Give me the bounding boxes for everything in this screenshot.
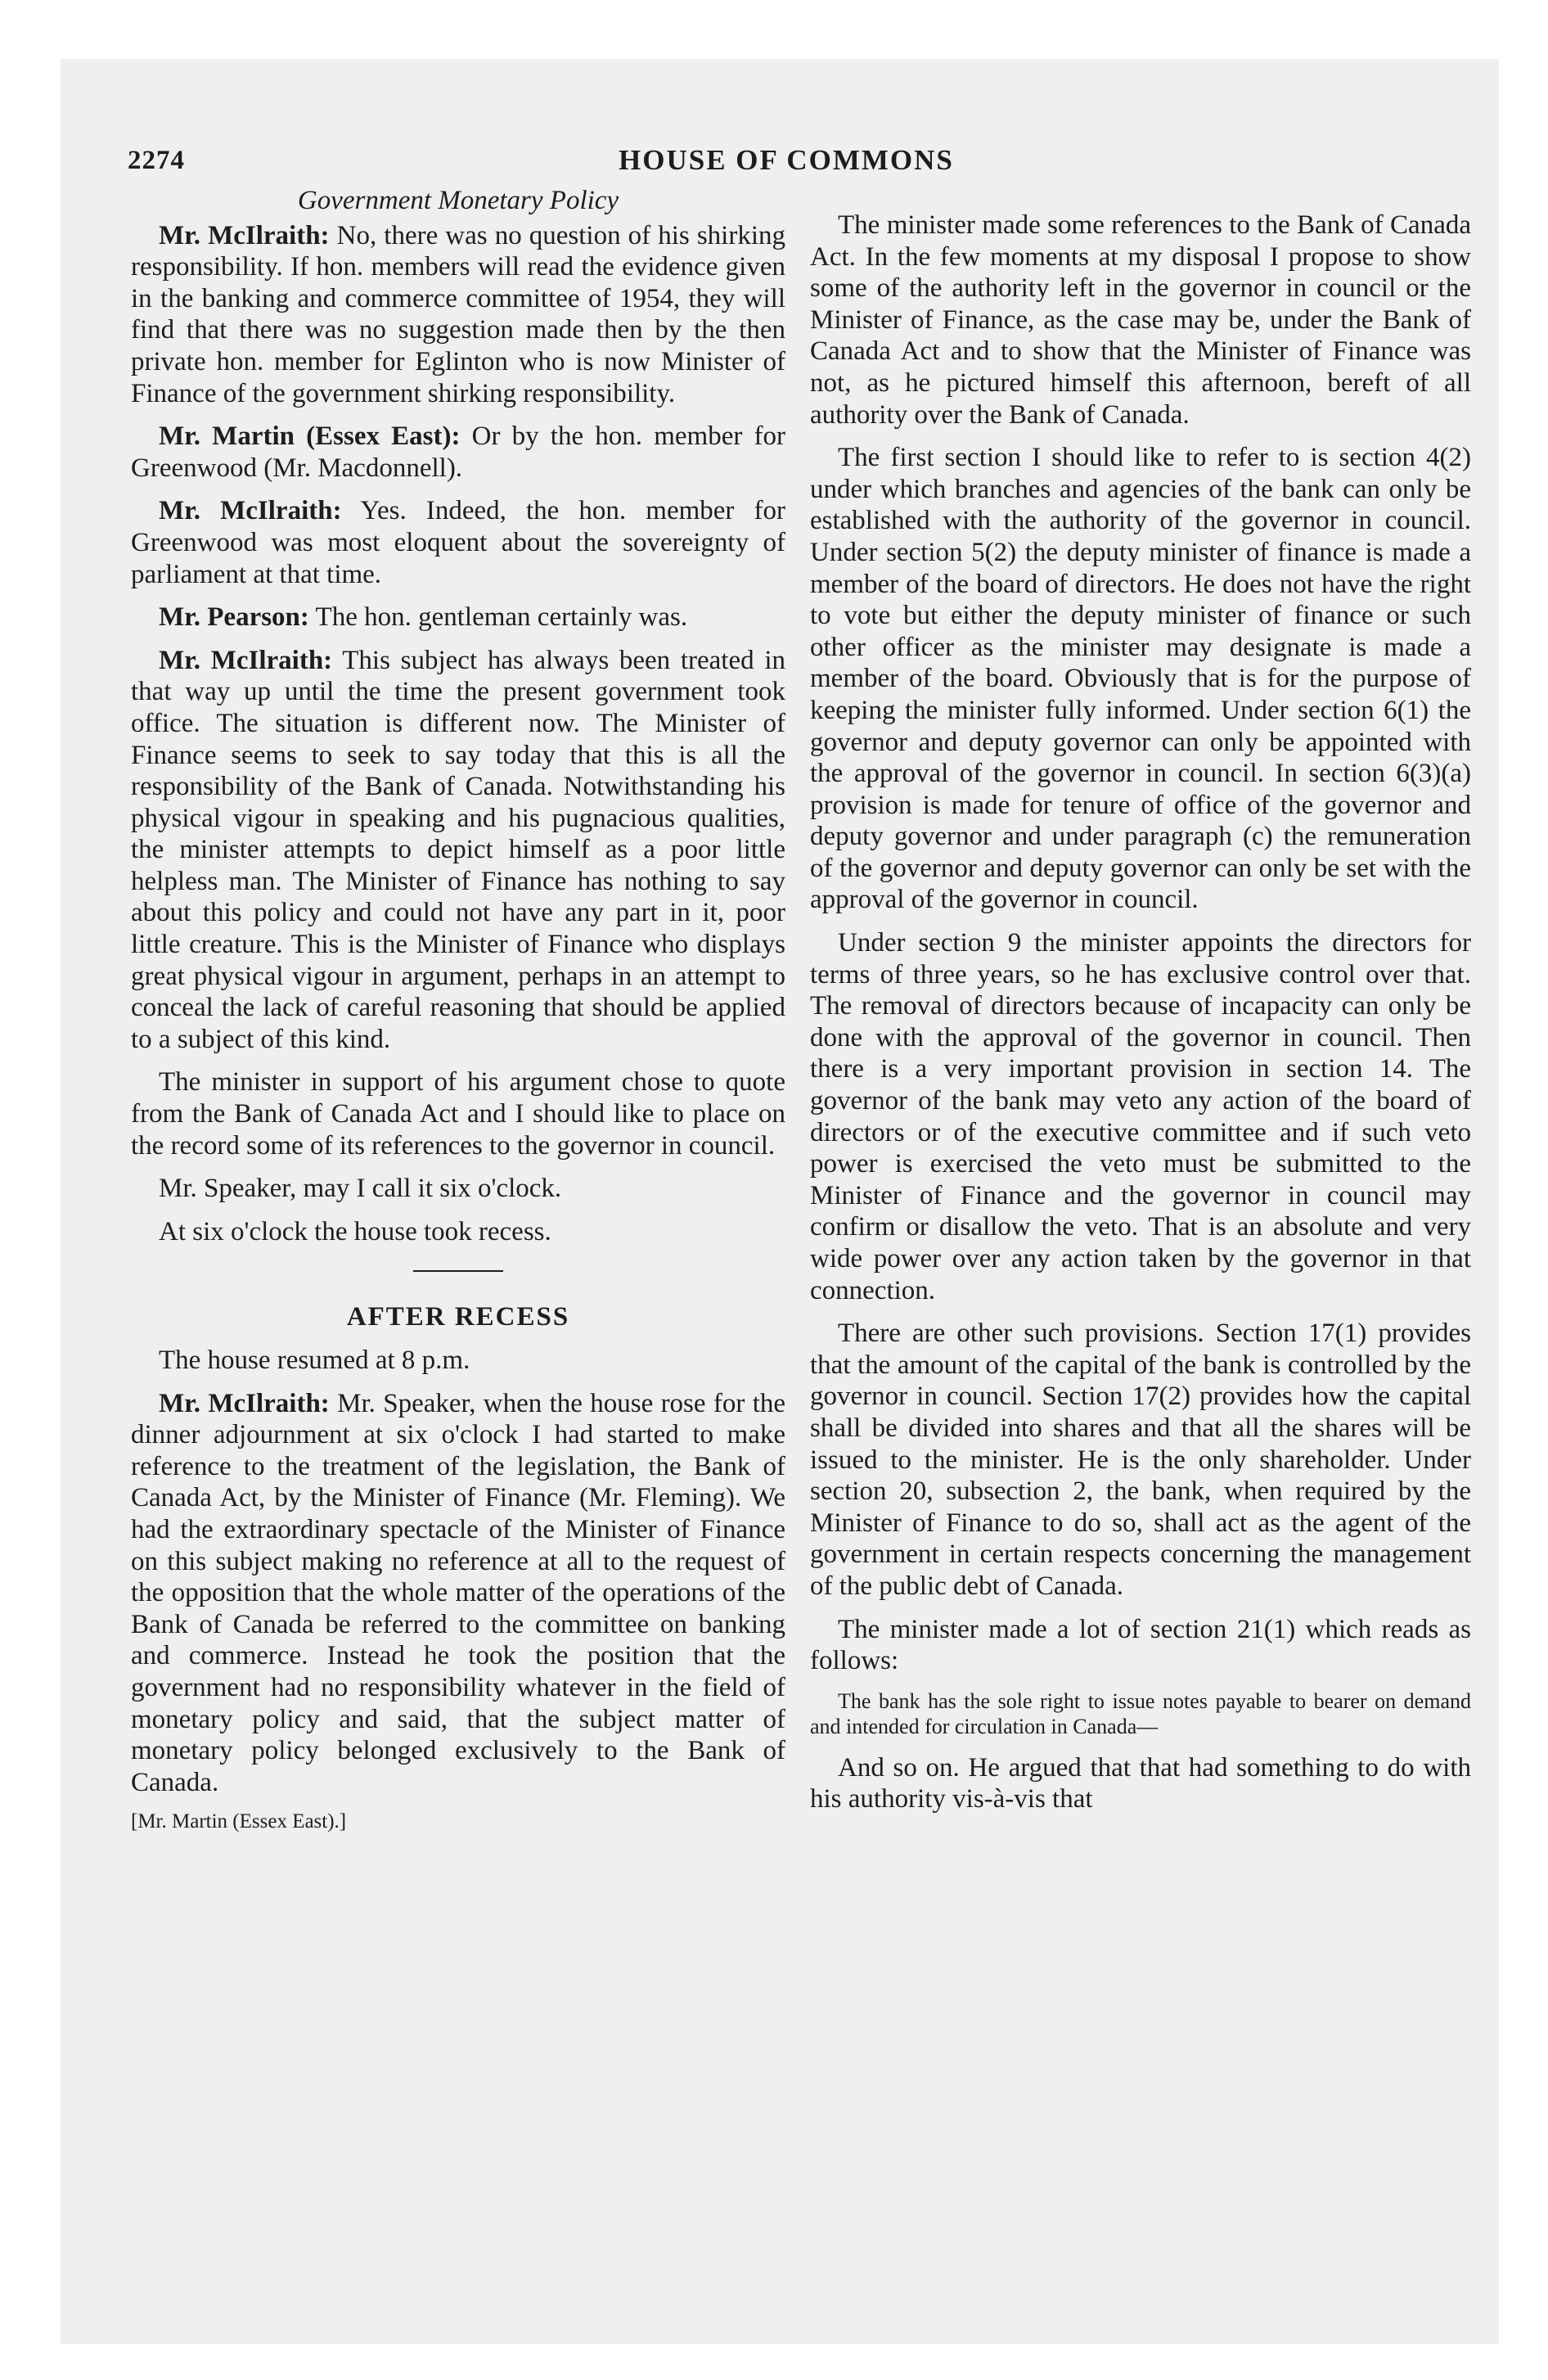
speaker-name: Mr. Martin (Essex East):: [159, 421, 461, 452]
paragraph: [131, 602, 785, 633]
paragraph: [131, 495, 785, 590]
proceedings-text: At six o'clock the house took recess.: [159, 1216, 551, 1246]
speech-text: The minister in support of his argument chose to quote from the Bank of Canada Act and I should like to place on the record some of its references to the governor in council.: [131, 1067, 785, 1161]
speech-text: Or by the hon. member for Greenwood (Mr. Macdonnell).: [131, 421, 785, 483]
paragraph: [131, 645, 785, 1056]
speech-text: This subject has always been treated in that way up until the time the present government took office. The situation is different now. The Minister of Finance seems to seek to say today that this is all the responsibility of the Bank of Canada. Notwithstanding his physical vigour in speaking and his pugnacious qualities, the minister attempts to depict himself as a poor little helpless man. The Minister of Finance has nothing to say about this policy and could not have any part in it, poor little creature. This is the Minister of Finance who displays great physical vigour in argument, perhaps in an attempt to conceal the lack of careful reasoning that should be applied to a subject of this kind.: [131, 645, 785, 1054]
left-column: [131, 185, 785, 1834]
speaker-name: Mr. McIlraith:: [159, 220, 330, 250]
speaker-name: Mr. Pearson:: [159, 602, 309, 633]
page-number: 2274: [128, 146, 185, 175]
recess-heading: AFTER RECESS: [346, 1302, 570, 1332]
paragraph: [131, 1216, 785, 1248]
speaker-name: Mr. McIlraith:: [159, 645, 333, 675]
paragraph: The minister made a lot of section 21(1) which reads as follows:: [810, 1614, 1471, 1676]
speaker-name: Mr. McIlraith:: [159, 496, 342, 526]
speech-text: Mr. Speaker, may I call it six o'clock.: [159, 1174, 562, 1204]
paragraph: [131, 1388, 785, 1799]
paragraph: [131, 220, 785, 410]
right-column: [810, 210, 1471, 1827]
paragraph: The minister made some references to the Bank of Canada Act. In the few moments at my disposal I propose to show some of the authority left in the governor in council or the Minister of Finance, as the case may be, under the Bank of Canada Act and to show that the Minister of Finance was not, as he pictured himself this afternoon, bereft of all authority over the Bank of Canada.: [810, 210, 1471, 430]
speech-text: Yes. Indeed, the hon. member for Greenwood was most eloquent about the sovereignty of parliament at that time.: [131, 496, 785, 589]
speaker-continuation-note: [Mr. Martin (Essex East).]: [131, 1810, 347, 1833]
running-head: HOUSE OF COMMONS: [619, 144, 954, 176]
paragraph: There are other such provisions. Section 17(1) provides that the amount of the capital of the bank is controlled by the governor in council. Section 17(2) provides how the capital shall be divided into shares and that all the shares will be issued to the minister. He is the only shareholder. Under section 20, subsection 2, the bank, when required by the Minister of Finance to do so, shall act as the agent of the government in certain respects concerning the management of the public debt of Canada.: [810, 1318, 1471, 1601]
subject-heading: Government Monetary Policy: [297, 186, 619, 215]
paragraph: The first section I should like to refer to is section 4(2) under which branches and agencies of the bank can only be established with the authority of the governor in council. Under section 5(2) the deputy minister of finance is made a member of the board of directors. He does not have the right to vote but either the deputy minister of finance or such other officer as the minister may designate is made a member of the board. Obviously that is for the purpose of keeping the minister fully informed. Under section 6(1) the governor and deputy governor can only be appointed with the approval of the governor in council. In section 6(3)(a) provision is made for tenure of office of the governor and deputy governor and under paragraph (c) the remuneration of the governor and deputy governor can only be set with the approval of the governor in council.: [810, 443, 1471, 915]
paragraph: [131, 1066, 785, 1161]
paragraph: Under section 9 the minister appoints the directors for terms of three years, so he has exclusive control over that. The removal of directors because of incapacity can only be done with the approval of the governor in council. Then there is a very important provision in section 14. The governor of the bank may veto any action of the board of directors or of the executive committee and if such veto power is exercised the veto must be submitted to the Minister of Finance and the governor in council may confirm or disallow the veto. That is an absolute and very wide power over any action taken by the governor in that connection.: [810, 928, 1471, 1305]
speech-text: No, there was no question of his shirking responsibility. If hon. members will read the evidence given in the banking and commerce committee of 1954, they will find that there was no suggestion made then by the then private hon. member for Eglinton who is now Minister of Finance of the government shirking responsibility.: [131, 220, 785, 408]
speech-text: The hon. gentleman certainly was.: [308, 602, 688, 633]
paragraph: And so on. He argued that that had something to do with his authority vis-à-vis that: [810, 1752, 1471, 1814]
paragraph: [131, 1173, 785, 1205]
paragraph: [131, 421, 785, 484]
section-divider: [413, 1270, 503, 1272]
resumed-note: The house resumed at 8 p.m.: [159, 1346, 470, 1375]
speaker-name: Mr. McIlraith:: [159, 1388, 330, 1418]
quotation: The bank has the sole right to issue notes payable to bearer on demand and intended for circulation in Canada—: [810, 1688, 1471, 1738]
speech-text: Mr. Speaker, when the house rose for the dinner adjournment at six o'clock I had started to make reference to the treatment of the legislation, the Bank of Canada Act, by the Minister of Finance (Mr. Fleming). We had the extraordinary spectacle of the Minister of Finance on this subject making no reference at all to the request of the opposition that the whole matter of the operations of the Bank of Canada be referred to the committee on banking and commerce. Instead he took the position that the government had no responsibility whatever in the field of monetary policy and said, that the subject matter of monetary policy belonged exclusively to the Bank of Canada.: [131, 1388, 786, 1797]
